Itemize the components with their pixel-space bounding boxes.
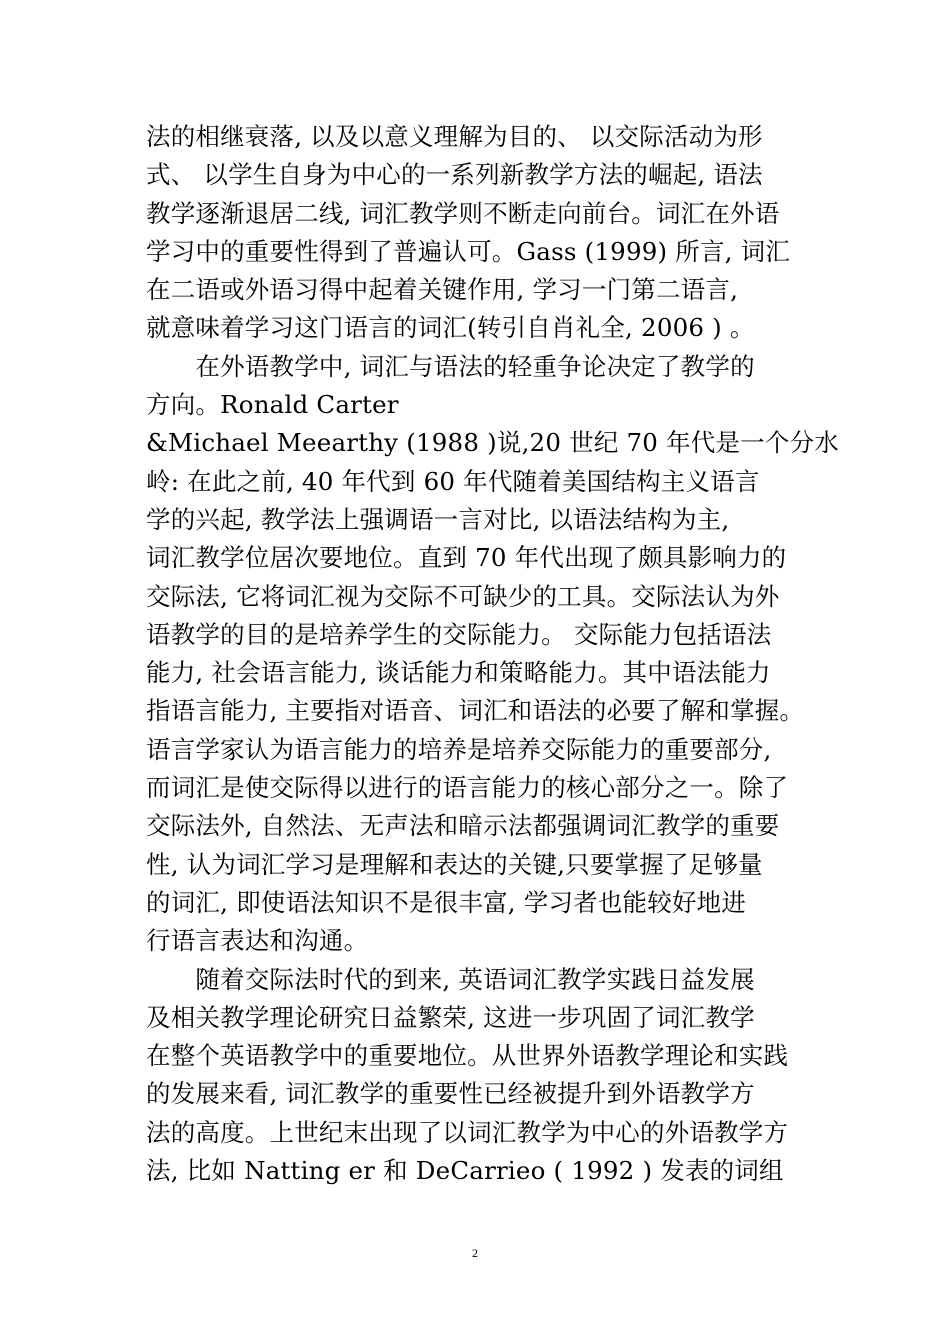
text-line: 指语言能力, 主要指对语音、词汇和语法的必要了解和掌握。	[146, 696, 805, 726]
text-line: 及相关教学理论研究日益繁荣, 这进一步巩固了词汇教学	[146, 1002, 755, 1032]
text-line: 交际法外, 自然法、无声法和暗示法都强调词汇教学的重要	[146, 811, 780, 841]
text-line: 语教学的目的是培养学生的交际能力。 交际能力包括语法	[146, 619, 772, 649]
text-line: 的发展来看, 词汇教学的重要性已经被提升到外语教学方	[146, 1079, 755, 1109]
text-line: 在整个英语教学中的重要地位。从世界外语教学理论和实践	[146, 1041, 789, 1071]
text-line: 法的相继衰落, 以及以意义理解为目的、 以交际活动为形	[146, 122, 763, 151]
text-line: 学的兴起, 教学法上强调语一言对比, 以语法结构为主,	[146, 504, 730, 534]
text-line: 就意味着学习这门语言的词汇(转引自肖礼全, 2006 ) 。	[146, 313, 755, 343]
page-number: 2	[472, 1246, 478, 1260]
text-line: 岭: 在此之前, 40 年代到 60 年代随着美国结构主义语言	[146, 466, 760, 496]
text-line: 教学逐渐退居二线, 词汇教学则不断走向前台。词汇在外语	[146, 198, 780, 228]
text-line: 式、 以学生自身为中心的一系列新教学方法的崛起, 语法	[146, 160, 763, 190]
body-text	[146, 118, 839, 1190]
text-line: 而词汇是使交际得以进行的语言能力的核心部分之一。除了	[146, 773, 789, 803]
text-line: 学习中的重要性得到了普遍认可。Gass (1999) 所言, 词汇	[146, 236, 791, 266]
text-line: &Michael Meearthy (1988 )说,20 世纪 70 年代是一个分水	[146, 428, 839, 458]
text-line: 交际法, 它将词汇视为交际不可缺少的工具。交际法认为外	[146, 581, 780, 611]
text-line: 法的高度。上世纪末出现了以词汇教学为中心的外语教学方	[146, 1117, 789, 1147]
text-line: 随着交际法时代的到来, 英语词汇教学实践日益发展	[146, 964, 755, 994]
text-line: 在二语或外语习得中起着关键作用, 学习一门第二语言,	[146, 275, 739, 305]
text-line: 法, 比如 Natting er 和 DeCarrieo ( 1992 ) 发表的词组	[146, 1156, 784, 1186]
text-line: 行语言表达和沟通。	[146, 926, 369, 956]
text-line: 词汇教学位居次要地位。直到 70 年代出现了颇具影响力的	[146, 543, 787, 573]
text-line: 语言学家认为语言能力的培养是培养交际能力的重要部分,	[146, 734, 772, 764]
text-line: 的词汇, 即使语法知识不是很丰富, 学习者也能较好地进	[146, 887, 747, 917]
text-line: 在外语教学中, 词汇与语法的轻重争论决定了教学的	[146, 351, 755, 381]
text-line: 方向。Ronald Carter	[146, 390, 399, 420]
text-line: 能力, 社会语言能力, 谈话能力和策略能力。其中语法能力	[146, 658, 771, 688]
text-line: 性, 认为词汇学习是理解和表达的关键,只要掌握了足够量	[146, 849, 763, 879]
